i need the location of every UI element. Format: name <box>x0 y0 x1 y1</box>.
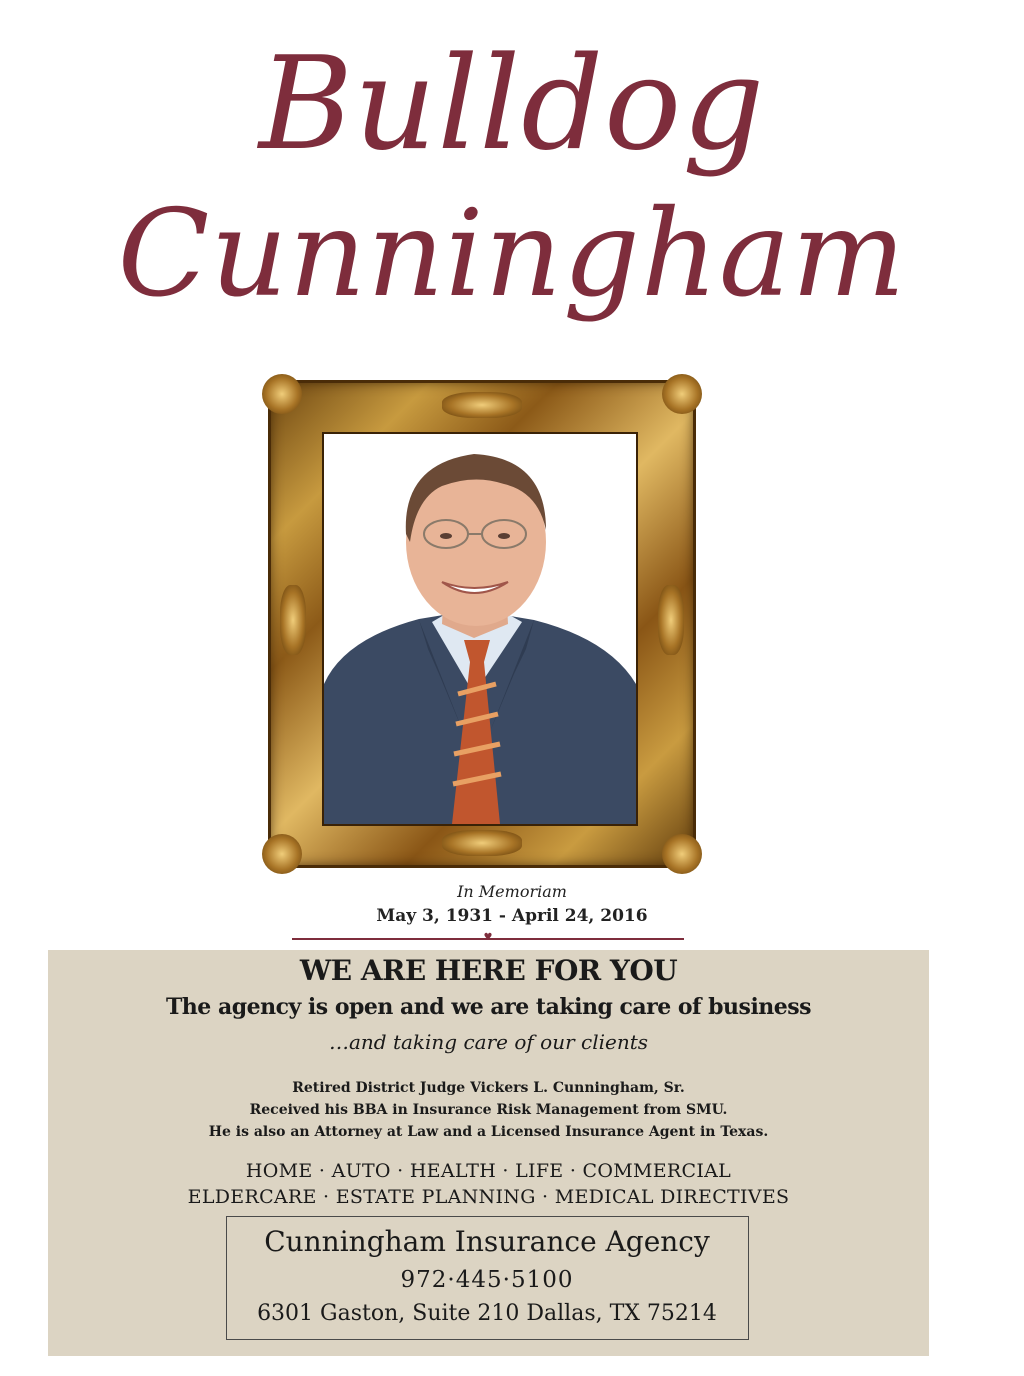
heart-ornament-icon: ♥ <box>483 932 493 943</box>
ornate-gold-picture-frame <box>268 380 696 868</box>
frame-corner-ornament <box>262 834 302 874</box>
frame-left-ornament <box>280 585 306 655</box>
portrait-photo <box>324 434 636 824</box>
portrait-illustration <box>324 434 636 824</box>
frame-corner-ornament <box>262 374 302 414</box>
phone-number: 972·445·5100 <box>400 1267 574 1293</box>
agency-info-panel <box>48 950 929 1356</box>
contact-box <box>226 1216 749 1340</box>
agency-name: Cunningham Insurance Agency <box>264 1225 710 1258</box>
panel-headline: WE ARE HERE FOR YOU <box>299 954 678 987</box>
title-first-name: Bulldog <box>258 30 766 179</box>
frame-corner-ornament <box>662 374 702 414</box>
frame-bottom-ornament <box>442 830 522 856</box>
services-list-line: HOME · AUTO · HEALTH · LIFE · COMMERCIAL <box>245 1160 732 1182</box>
street-address: 6301 Gaston, Suite 210 Dallas, TX 75214 <box>257 1301 717 1326</box>
bio-line: He is also an Attorney at Law and a Licensed Insurance Agent in Texas. <box>208 1124 769 1140</box>
panel-subheadline: The agency is open and we are taking care of business <box>165 994 812 1020</box>
frame-corner-ornament <box>662 834 702 874</box>
in-memoriam-label: In Memoriam <box>457 882 567 901</box>
panel-tagline: …and taking care of our clients <box>328 1030 648 1054</box>
frame-top-ornament <box>442 392 522 418</box>
title-last-name: Cunningham <box>117 185 907 324</box>
bio-line: Retired District Judge Vickers L. Cunningham, Sr. <box>292 1080 685 1096</box>
bio-line: Received his BBA in Insurance Risk Management from SMU. <box>249 1102 728 1118</box>
services-list-line: ELDERCARE · ESTATE PLANNING · MEDICAL DIRECTIVES <box>187 1186 790 1208</box>
frame-right-ornament <box>658 585 684 655</box>
life-dates: May 3, 1931 - April 24, 2016 <box>376 906 648 926</box>
